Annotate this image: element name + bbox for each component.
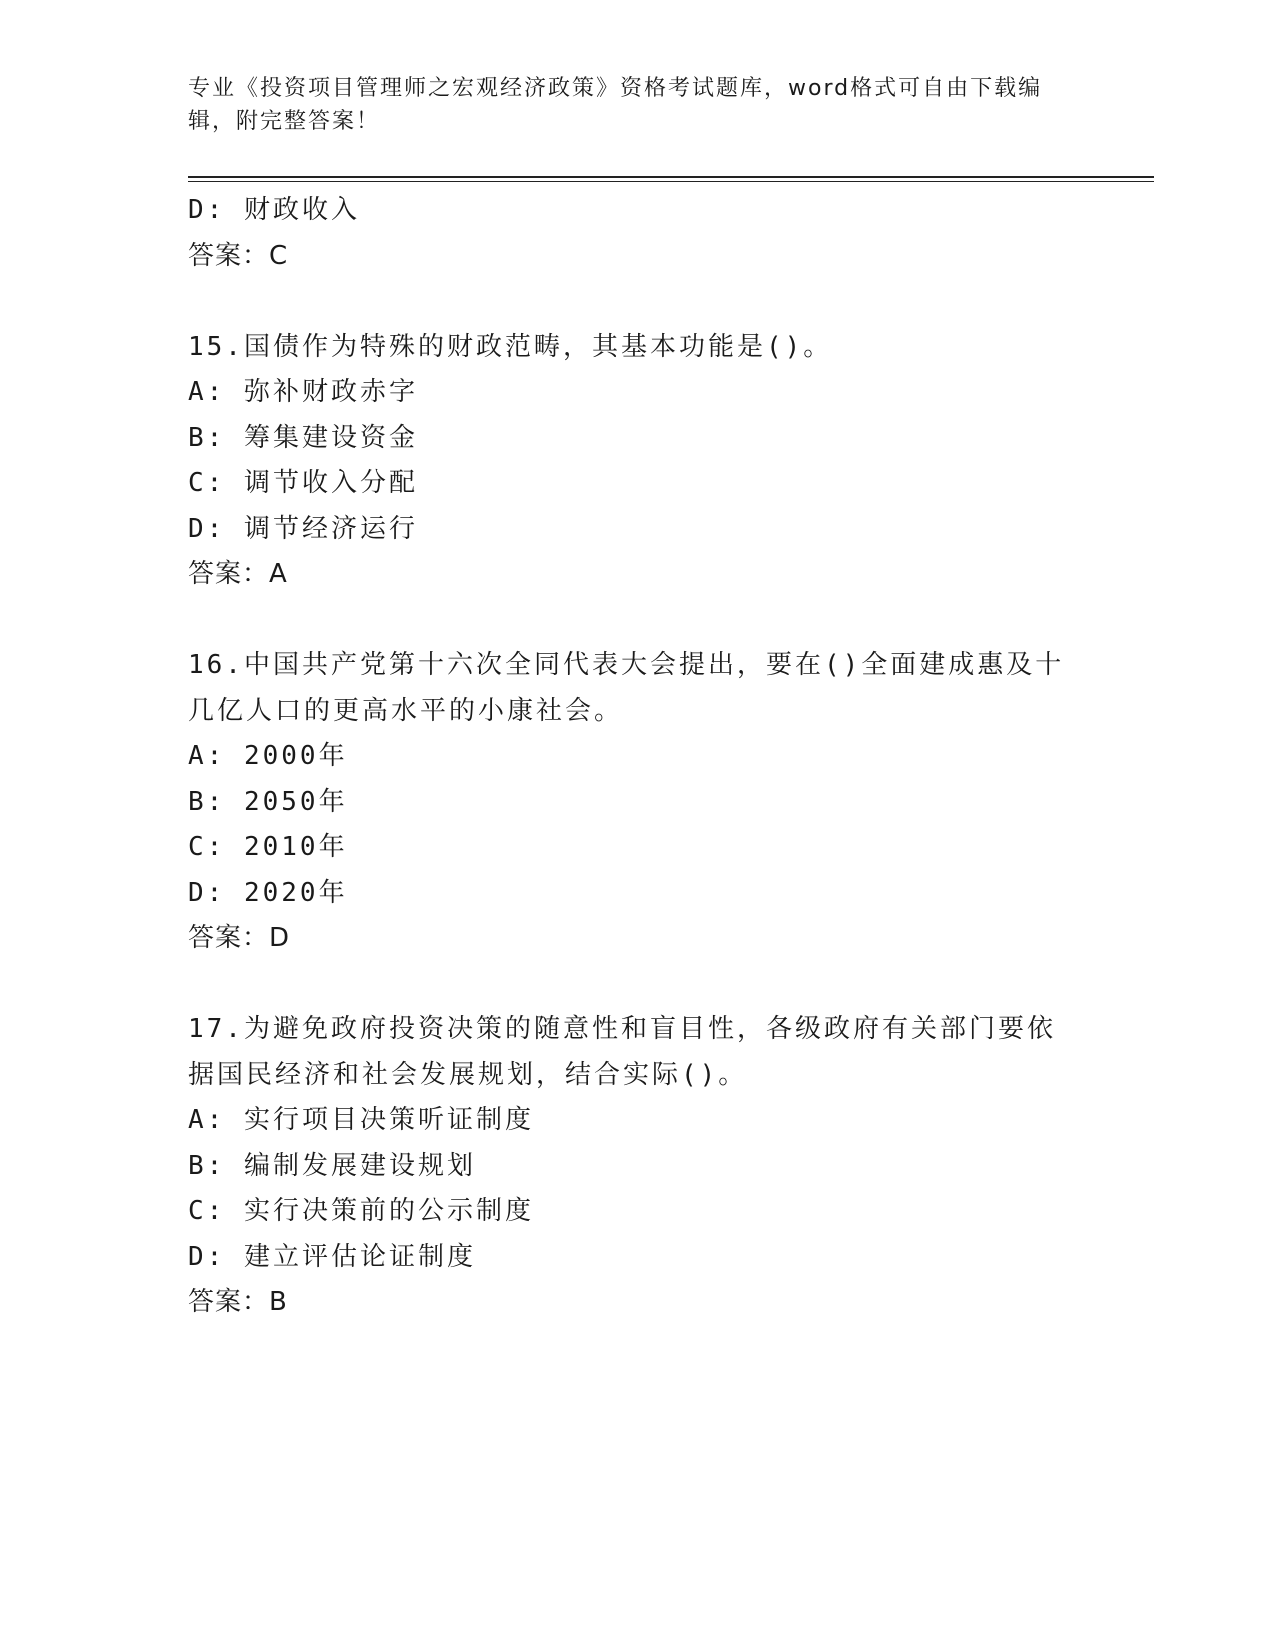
option-d: D: 建立评估论证制度 [188, 1241, 476, 1272]
header-divider [188, 176, 1154, 178]
answer: 答案：A [188, 559, 288, 589]
question-stem: 16.中国共产党第十六次全同代表大会提出，要在()全面建成惠及十几亿人口的更高水平的小康社会。 [188, 650, 1065, 726]
option-c: C: 调节收入分配 [188, 468, 418, 498]
prev-answer: 答案：C [188, 240, 289, 271]
question-16 [188, 643, 1088, 962]
option-b: B: 筹集建设资金 [188, 422, 418, 453]
option-a: A: 实行项目决策听证制度 [188, 1105, 534, 1135]
option-d: D: 2020年 [188, 877, 348, 908]
answer: 答案：D [188, 923, 291, 953]
prev-option-d: D: 财政收入 [188, 195, 360, 225]
option-c: C: 2010年 [188, 832, 348, 862]
option-d: D: 调节经济运行 [188, 513, 418, 544]
header-divider-thin [188, 181, 1154, 182]
answer: 答案：B [188, 1287, 288, 1317]
question-list [188, 188, 1088, 1326]
option-a: A: 弥补财政赤字 [188, 377, 418, 407]
option-b: B: 编制发展建设规划 [188, 1150, 476, 1181]
question-17 [188, 1007, 1088, 1326]
question-stem: 17.为避免政府投资决策的随意性和盲目性，各级政府有关部门要依据国民经济和社会发展规划，结合实际()。 [188, 1014, 1056, 1090]
question-stem: 15.国债作为特殊的财政范畴，其基本功能是()。 [188, 331, 833, 362]
option-c: C: 实行决策前的公示制度 [188, 1196, 534, 1226]
page-header: 专业《投资项目管理师之宏观经济政策》资格考试题库，word格式可自由下载编辑，附完整答案！ [188, 76, 1043, 134]
question-15 [188, 325, 1088, 598]
option-b: B: 2050年 [188, 786, 348, 817]
option-a: A: 2000年 [188, 741, 348, 771]
